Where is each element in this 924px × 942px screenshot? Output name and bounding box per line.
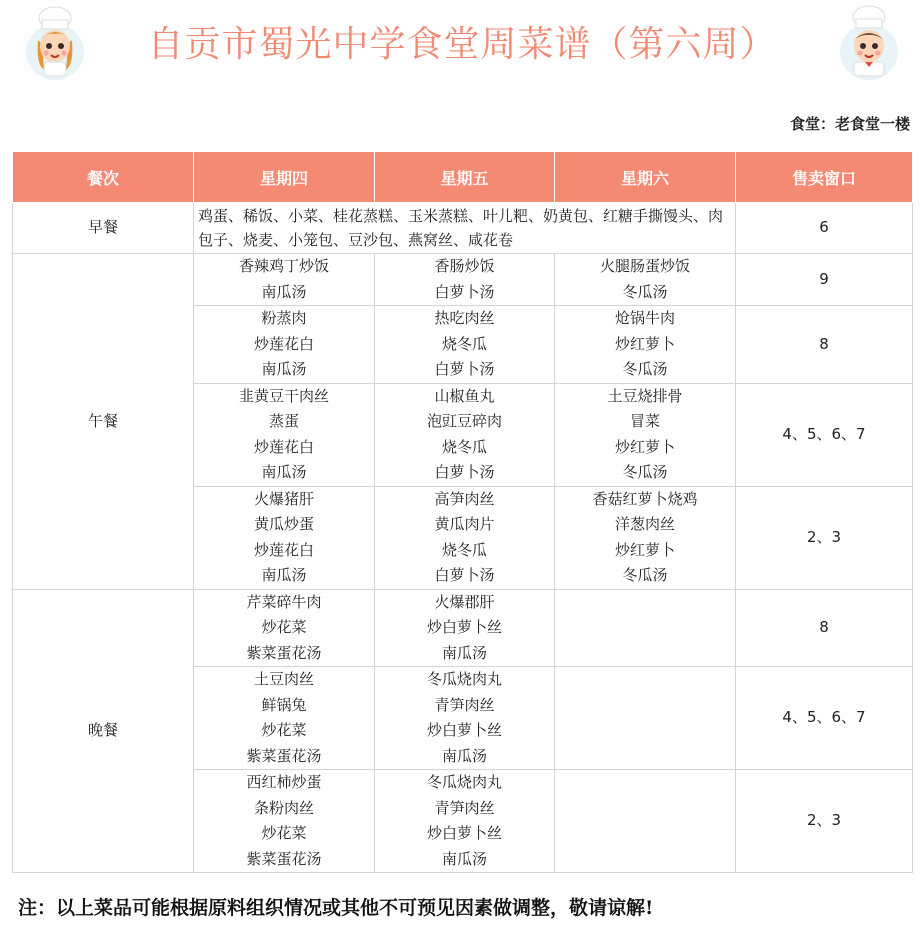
dish-item: 南瓜汤 [261, 463, 307, 481]
footer-note: 注：以上菜品可能根据原料组织情况或其他不可预见因素做调整，敬请谅解! [18, 897, 654, 919]
dish-item: 炒红萝卜 [614, 437, 675, 456]
dish-item: 南瓜汤 [261, 282, 307, 301]
dish-item: 紫菜蛋花汤 [246, 746, 322, 765]
dish-cell-fri [375, 306, 555, 384]
meal-label-breakfast: 早餐 [13, 203, 194, 254]
dish-item: 白萝卜汤 [434, 463, 495, 481]
dish-item: 烧冬瓜 [441, 540, 487, 559]
header-saturday: 星期六 [555, 152, 736, 203]
header-window: 售卖窗口 [736, 152, 913, 203]
dish-item: 炝锅牛肉 [614, 309, 675, 327]
dish-item: 烧冬瓜 [441, 334, 487, 353]
dish-cell-sat [555, 486, 736, 589]
dish-cell-thu [194, 667, 375, 770]
window-cell: 2、3 [736, 770, 913, 873]
dish-item: 芹菜碎牛肉 [246, 592, 322, 611]
table-header-row [13, 152, 913, 203]
dish-item: 紫菜蛋花汤 [246, 643, 322, 662]
dish-item: 炒白萝卜丝 [426, 721, 502, 739]
dish-item: 鲜锅兔 [261, 695, 307, 714]
dish-item: 冬瓜烧肉丸 [426, 670, 502, 688]
dish-item: 冬瓜汤 [622, 463, 668, 481]
dish-item: 炒花菜 [261, 824, 307, 842]
dish-item: 炒红萝卜 [614, 540, 675, 559]
dish-cell-sat [555, 306, 736, 384]
dish-item: 香肠炒饭 [434, 257, 495, 275]
header-friday: 星期五 [375, 152, 555, 203]
dish-item: 泡豇豆碎肉 [426, 412, 502, 430]
dish-item: 炒白萝卜丝 [426, 824, 502, 842]
dish-item: 土豆肉丝 [253, 670, 314, 688]
dish-cell-sat [555, 254, 736, 306]
dish-cell-thu [194, 254, 375, 306]
dish-item: 紫菜蛋花汤 [246, 849, 322, 868]
breakfast-items: 鸡蛋、稀饭、小菜、桂花蒸糕、玉米蒸糕、叶儿粑、奶黄包、红糖手撕馒头、肉包子、烧麦、小笼包、豆沙包、燕窝丝、咸花卷 [194, 203, 736, 254]
dish-item: 烧冬瓜 [441, 437, 487, 456]
dish-item: 炒莲花白 [253, 540, 314, 559]
dish-item: 炒莲花白 [253, 334, 314, 353]
dish-item: 冬瓜烧肉丸 [426, 773, 502, 791]
dish-item: 炒红萝卜 [614, 334, 675, 353]
meal-label-lunch: 午餐 [13, 254, 194, 590]
dish-cell-fri [375, 383, 555, 486]
window-cell: 9 [736, 254, 913, 306]
dish-cell-sat [555, 589, 736, 667]
dish-cell-thu [194, 306, 375, 384]
dish-item: 炒花菜 [261, 618, 307, 636]
dish-item: 韭黄豆干肉丝 [238, 386, 329, 405]
dish-cell-fri [375, 486, 555, 589]
dish-item: 山椒鱼丸 [434, 386, 495, 405]
dish-item: 炒花菜 [261, 721, 307, 739]
window-cell: 8 [736, 306, 913, 384]
dish-item: 粉蒸肉 [261, 309, 307, 327]
dish-cell-sat [555, 667, 736, 770]
dish-cell-thu [194, 383, 375, 486]
dish-item: 火爆郡肝 [434, 592, 495, 611]
window-cell: 4、5、6、7 [736, 383, 913, 486]
chef-boy-mascot-icon [838, 4, 900, 82]
dish-item: 炒莲花白 [253, 437, 314, 456]
dish-item: 条粉肉丝 [253, 798, 314, 817]
breakfast-row [13, 203, 913, 254]
canteen-location: 食堂：老食堂一楼 [789, 115, 910, 133]
window-cell: 2、3 [736, 486, 913, 589]
dish-cell-thu [194, 770, 375, 873]
dish-item: 火腿肠蛋炒饭 [599, 257, 690, 275]
window-cell: 4、5、6、7 [736, 667, 913, 770]
dish-item: 香菇红萝卜烧鸡 [592, 489, 698, 508]
dish-item: 白萝卜汤 [434, 566, 495, 584]
dish-item: 蒸蛋 [268, 412, 299, 430]
dish-item: 炒白萝卜丝 [426, 618, 502, 636]
dish-item: 高笋肉丝 [434, 489, 495, 508]
dish-item: 冬瓜汤 [622, 566, 668, 584]
dish-cell-thu [194, 486, 375, 589]
dish-item: 白萝卜汤 [434, 360, 495, 378]
dish-item: 冬瓜汤 [622, 360, 668, 378]
header-meal: 餐次 [13, 152, 194, 203]
lunch-row [13, 254, 913, 306]
dish-item: 西红柿炒蛋 [246, 773, 322, 791]
page-header [0, 0, 924, 90]
window-cell: 6 [736, 203, 913, 254]
dish-cell-sat [555, 770, 736, 873]
dish-item: 黄瓜炒蛋 [253, 515, 314, 533]
weekly-menu-table [12, 151, 913, 873]
dish-item: 冒菜 [629, 412, 660, 430]
dish-cell-sat [555, 383, 736, 486]
window-cell: 8 [736, 589, 913, 667]
dish-item: 白萝卜汤 [434, 282, 495, 301]
page-title: 自贡市蜀光中学食堂周菜谱（第六周） [147, 24, 777, 65]
dish-cell-fri [375, 254, 555, 306]
dish-item: 香辣鸡丁炒饭 [238, 257, 329, 275]
dish-cell-thu [194, 589, 375, 667]
dish-item: 黄瓜肉片 [434, 515, 495, 533]
dish-item: 热吃肉丝 [434, 309, 495, 327]
dish-item: 青笋肉丝 [434, 798, 495, 817]
dish-cell-fri [375, 770, 555, 873]
dish-item: 南瓜汤 [441, 849, 487, 868]
meal-label-dinner: 晚餐 [13, 589, 194, 873]
dish-item: 南瓜汤 [441, 643, 487, 662]
header-thursday: 星期四 [194, 152, 375, 203]
dish-item: 洋葱肉丝 [614, 515, 675, 533]
dish-item: 土豆烧排骨 [607, 386, 683, 405]
dish-cell-fri [375, 667, 555, 770]
dish-item: 冬瓜汤 [622, 282, 668, 301]
dish-item: 火爆猪肝 [253, 489, 314, 508]
dish-cell-fri [375, 589, 555, 667]
dinner-row [13, 589, 913, 667]
dish-item: 南瓜汤 [441, 746, 487, 765]
dish-item: 南瓜汤 [261, 360, 307, 378]
dish-item: 青笋肉丝 [434, 695, 495, 714]
dish-item: 南瓜汤 [261, 566, 307, 584]
